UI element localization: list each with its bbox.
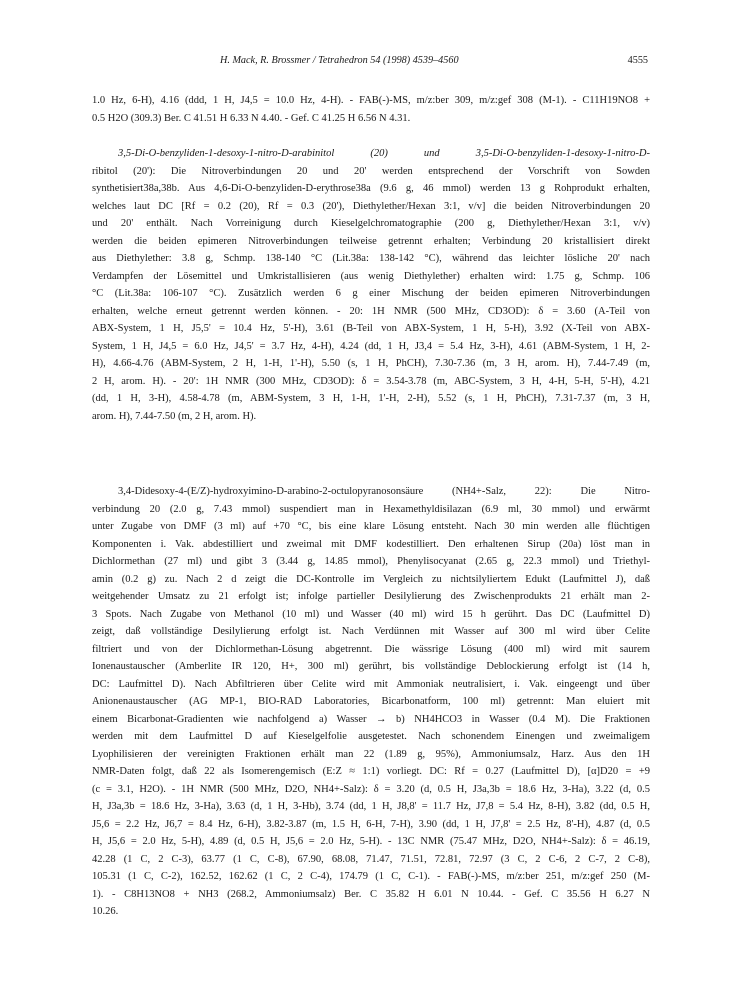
text-line: Komponenten i. Vak. abdestilliert und zweimal mit DMF kodestilliert. Den erhaltenen Sirup (20a) löst man in xyxy=(92,538,650,550)
text-line: arom. H), 7.44-7.50 (m, 2 H, arom. H). xyxy=(92,410,257,422)
text-line: H, J5,6 = 2.0 Hz, 5-H), 4.89 (d, 0.5 H, J5,6 = 2.0 Hz, 5-H). - 13C NMR (75.47 MHz, D2O, NH4+-Salz): δ = 46.19, xyxy=(92,836,650,847)
compound-heading-line: 3,4-Didesoxy-4-(E/Z)-hydroxyimino-D-arabino-2-octulopyranosonsäure (NH4+-Salz, 22): Die Nitro- xyxy=(118,486,650,497)
text-line: aus Diethylether: 3.8 g, Schmp. 138-140 °C (Lit.38a: 138-142 °C), während das leichter lösliche 20' nach xyxy=(92,253,650,264)
text-line: Verdampfen der Lösemittel und Umkristallisieren (aus wenig Diethylether) erhalten wird: 1.75 g, Schmp. 106 xyxy=(92,270,650,282)
text-line: H, J3a,3b = 18.6 Hz, 3-Ha), 3.63 (d, 1 H, 3-Hb), 3.74 (dd, 1 H, J8,8' = 11.7 Hz, J7,8 = 5.4 Hz, 8-H), 3.82 (dd, 0.5 H, xyxy=(92,801,650,812)
text-line: Anionenaustauscher (AG MP-1, BIO-RAD Laboratories, Bicarbonatform, 100 ml) getrennt: Man eluiert mit xyxy=(92,696,650,707)
text-line: Ionenaustauscher (Amberlite IR 120, H+, 300 ml) gerührt, bis vollständige Deblockierung erfolgt ist (14 h, xyxy=(92,661,650,672)
text-line: werden mit dem Laufmittel D auf Kieselgelfolie ausgetestet. Nach schonendem Einengen und zweimaligem xyxy=(92,731,650,742)
compound-heading-line: 3,5-Di-O-benzyliden-1-desoxy-1-nitro-D-arabinitol (20) und 3,5-Di-O-benzyliden-1-desoxy-1-nitro-D- xyxy=(118,148,650,159)
text-line: 3 Spots. Nach Zugabe von Methanol (10 ml) und Wasser (40 ml) wird 15 h gerührt. Das DC (Laufmittel D) xyxy=(92,608,650,620)
page-number: 4555 xyxy=(627,55,648,66)
paragraph-compound-20 xyxy=(92,145,650,425)
text-line: Dichlormethan (27 ml) und gibt 3 (3.44 g, 14.85 mmol), Phenylisocyanat (2.65 g, 22.3 mmol) und Triethyl- xyxy=(92,556,650,567)
text-line: einem Bicarbonat-Gradienten wie nachfolgend a) Wasser → b) NH4HCO3 in Wasser (0.4 M). Die Fraktionen xyxy=(92,713,650,725)
text-line: erhalten, welche erneut getrennt werden können. - 20: 1H NMR (500 MHz, CD3OD): δ = 3.60 (A-Teil von xyxy=(92,305,650,317)
text-line: H), 4.66-4.76 (ABM-System, 2 H, 1-H, 1'-H), 5.50 (s, 1 H, PhCH), 7.30-7.36 (m, 3 H, arom. H), 7.44-7.49 (m, xyxy=(92,358,650,369)
paragraph-continuation xyxy=(92,92,650,127)
text-line: und 20' enthält. Nach Vorreinigung durch Kieselgelchromatographie (200 g, Diethylether/Hexan 3:1, v/v) xyxy=(92,218,650,229)
running-header xyxy=(92,55,648,71)
text-line: unter Zugabe von DMF (3 ml) auf +70 °C, bis eine klare Lösung entsteht. Nach 30 min werden alle flüchtigen xyxy=(92,521,650,532)
running-header-title: H. Mack, R. Brossmer / Tetrahedron 54 (1998) 4539–4560 xyxy=(220,55,459,66)
text-line: NMR-Daten folgt, daß 22 als Isomerengemisch (E:Z ≈ 1:1) vorliegt. DC: Rf = 0.27 (Laufmittel D), [α]D20 = +9 xyxy=(92,766,650,777)
text-line: 1). - C8H13NO8 + NH3 (268.2, Ammoniumsalz) Ber. C 35.82 H 6.01 N 10.44. - Gef. C 35.56 H 6.27 N xyxy=(92,888,650,900)
text-line: 2 H, arom. H). - 20': 1H NMR (300 MHz, CD3OD): δ = 3.54-3.78 (m, ABC-System, 3 H, 4-H, 5-H, 5'-H), 4.21 xyxy=(92,375,650,387)
text-line: ABX-System, 1 H, J5,5' = 10.4 Hz, 5'-H), 3.61 (B-Teil von ABX-System, 1 H, 5-H), 3.92 (X-Teil von ABX- xyxy=(92,323,650,334)
text-line: 105.31 (1 C, C-2), 162.52, 162.62 (1 C, 2 C-4), 174.79 (1 C, C-1). - FAB(-)-MS, m/z:ber 251, m/z:gef 250 (M- xyxy=(92,871,650,882)
text-line: 10.26. xyxy=(92,906,119,917)
text-line: werden die beiden epimeren Nitroverbindungen teilweise getrennt erhalten; Verbindung 20 kristallisiert direkt xyxy=(92,235,650,247)
text-line: Lyophilisieren der vereinigten Fraktionen erhält man 22 (1.89 g, 95%), Ammoniumsalz, Harz. Aus den 1H xyxy=(92,748,650,760)
text-line: filtriert und von der Dichlormethan-Lösung abgetrennt. Die wässrige Lösung (400 ml) wird mit saurem xyxy=(92,643,650,655)
text-line: weitgehender Umsatz zu 21 erfolgt ist; infolge partieller Desilylierung des Zwischenprodukts 21 erhält man 2- xyxy=(92,591,650,602)
text-line: (dd, 1 H, 3-H), 4.58-4.78 (m, ABM-System, 3 H, 1-H, 1'-H, 2-H), 5.52 (s, 1 H, PhCH), 7.31-7.37 (m, 3 H, xyxy=(92,393,650,404)
text-line: 0.5 H2O (309.3) Ber. C 41.51 H 6.33 N 4.40. - Gef. C 41.25 H 6.56 N 4.31. xyxy=(92,112,411,124)
text-line: zeigt, daß vollständige Desilylierung erfolgt ist. Nach Verdünnen mit Wasser auf 300 ml wird über Celite xyxy=(92,626,650,637)
text-line: (c = 3.1, H2O). - 1H NMR (500 MHz, D2O, NH4+-Salz): δ = 3.20 (d, 0.5 H, J3a,3b = 18.6 Hz, 3-Ha), 3.22 (d, 0.5 xyxy=(92,783,650,795)
text-line: System, 1 H, J4,5 = 6.0 Hz, J4,5' = 3.7 Hz, 4-H), 4.24 (dd, 1 H, J3,4 = 5.4 Hz, 3-H), 4.61 (ABM-System, 1 H, 2- xyxy=(92,340,650,352)
text-line: amin (0.2 g) zu. Nach 2 d zeigt die DC-Kontrolle im Vergleich zu nichtsilyliertem Edukt (Laufmittel J), daß xyxy=(92,573,650,585)
text-line: synthetisiert38a,38b. Aus 4,6-Di-O-benzyliden-D-erythrose38a (9.6 g, 46 mmol) werden 13 g Rohprodukt erhalten, xyxy=(92,183,650,194)
paragraph-compound-22 xyxy=(92,483,650,921)
text-line: 1.0 Hz, 6-H), 4.16 (ddd, 1 H, J4,5 = 10.0 Hz, 4-H). - FAB(-)-MS, m/z:ber 309, m/z:gef 308 (M-1). - C11H19NO8 + xyxy=(92,95,650,106)
text-line: 42.28 (1 C, 2 C-3), 63.77 (1 C, C-8), 67.90, 68.08, 71.47, 71.51, 72.81, 72.97 (3 C, 2 C-6, 2 C-7, 2 C-8), xyxy=(92,853,650,865)
text-line: verbindung 20 (2.0 g, 7.43 mmol) suspendiert man in Hexamethyldisilazan (6.9 ml, 30 mmol) und erwärmt xyxy=(92,503,650,515)
text-line: °C (Lit.38a: 106-107 °C). Zusätzlich werden 6 g einer Mischung der beiden epimeren Nitroverbindungen xyxy=(92,288,650,299)
text-line: ribitol (20'): Die Nitroverbindungen 20 und 20' werden entsprechend der Vorschrift von Sowden xyxy=(92,165,650,177)
text-line: J5,6 = 2.2 Hz, J6,7 = 8.4 Hz, 6-H), 3.82-3.87 (m, 1.5 H, 6-H, 7-H), 3.90 (dd, 1 H, J7,8' = 2.5 Hz, 8'-H), 4.87 (d, 0.5 xyxy=(92,818,650,830)
text-line: welches laut DC [Rf = 0.2 (20), Rf = 0.3 (20'), Diethylether/Hexan 3:1, v/v] die beiden Nitroverbindungen 20 xyxy=(92,200,650,212)
text-line: DC: Laufmittel D). Nach Abfiltrieren über Celite wird mit Ammoniak neutralisiert, i. Vak. eingeengt und über xyxy=(92,678,650,690)
